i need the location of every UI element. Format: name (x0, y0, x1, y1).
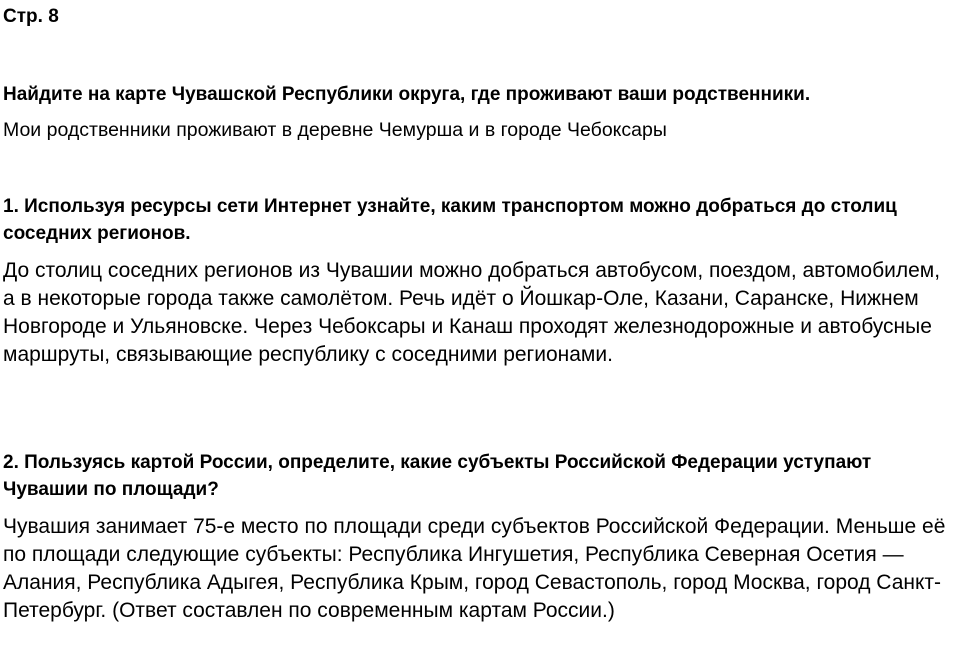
intro-answer: Мои родственники проживают в деревне Чемурша и в городе Чебоксары (3, 119, 667, 141)
page-number: Стр. 8 (3, 6, 59, 27)
task1-answer: До столиц соседних регионов из Чувашии можно добраться автобусом, поездом, автомобилем, а в некоторые города также самолётом. Речь идёт о Йошкар-Оле, Казани, Саранске, Нижнем Новгороде и Ульяновске. Через Чебоксары и Канаш проходят железнодорожные и автобусные маршруты, связывающие республику с соседними регионами. (3, 259, 941, 366)
task2-answer: Чувашия занимает 75-е место по площади среди субъектов Российской Федерации. Меньше её по площади следующие субъекты: Республика Ингушетия, Республика Северная Осетия — Алания, Республика Адыгея, Республика Крым, город Севастополь, город Москва, город Санкт-Петербург. (Ответ составлен по современным картам России.) (3, 515, 946, 622)
task2-question: 2. Пользуясь картой России, определите, какие субъекты Российской Федерации уступают Чувашии по площади? (3, 452, 872, 500)
intro-question: Найдите на карте Чувашской Республики округа, где проживают ваши родственники. (3, 84, 811, 105)
task1-question: 1. Используя ресурсы сети Интернет узнайте, каким транспортом можно добраться до столиц соседних регионов. (3, 196, 897, 244)
